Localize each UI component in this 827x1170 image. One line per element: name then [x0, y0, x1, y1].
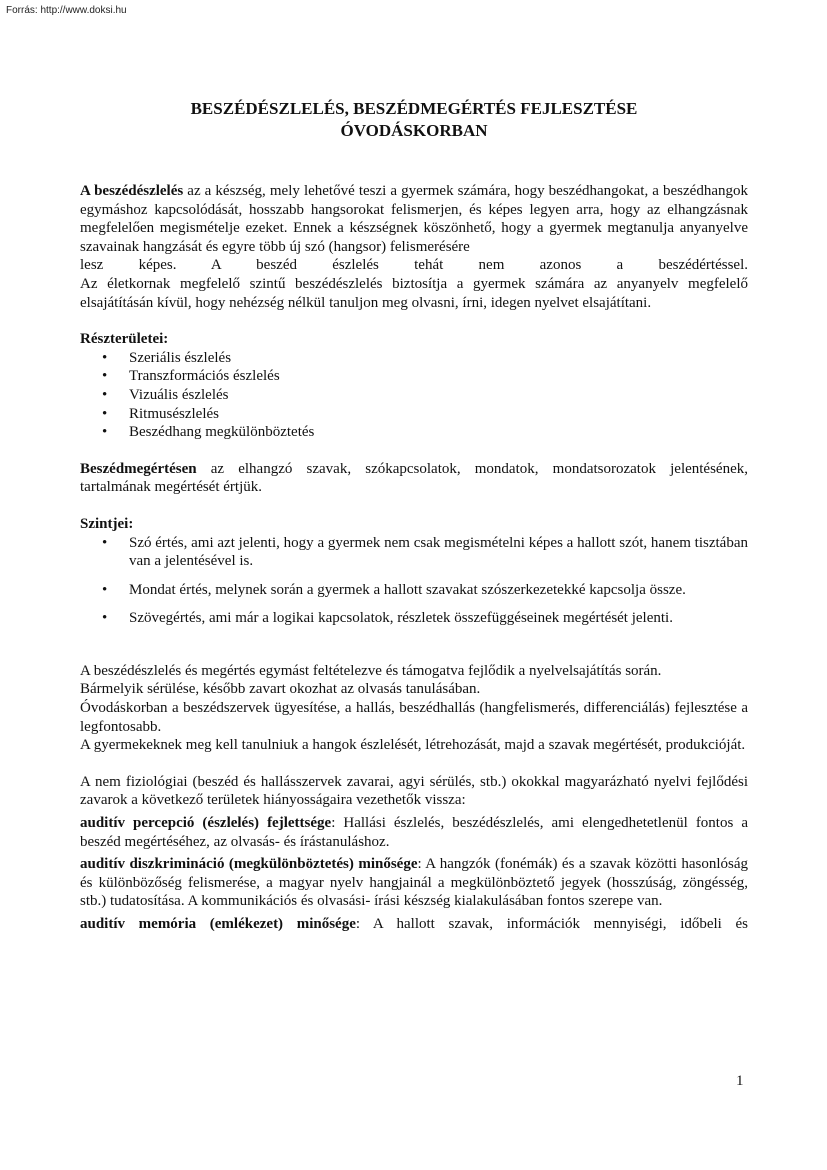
- page-number: 1: [736, 1073, 744, 1089]
- document-page: [80, 98, 748, 938]
- list-item: • Mondat értés, melynek során a gyermek a hallott szavakat szószerkezetekké kapcsolja össze.: [80, 581, 748, 600]
- term-perception-label: auditív percepció (észlelés) fejlettsége: [80, 815, 332, 832]
- list-item: • Ritmusészlelés: [80, 405, 748, 424]
- term-discrimination-label: auditív diszkrimináció (megkülönböztetés) minősége: [80, 856, 418, 873]
- list-item: • Szövegértés, ami már a logikai kapcsolatok, részletek összefüggéseinek megértését jelenti.: [80, 609, 748, 628]
- levels-list: [80, 534, 748, 628]
- intro-text-main: az a készség, mely lehetővé teszi a gyermek számára, hogy beszédhangokat, a beszédhangok egymáshoz kapcsolódását, hosszabb hangsorokat felismerjen, és képes legyen arra, hogy az elhangzásnak megfelelően megismételje ezeket. Ennek a készségnek köszönhető, hogy a gyermek megtanulja anyanyelve szavainak hangzását és egyre több új szó (hangsor) felismerésére: [80, 183, 748, 255]
- intro-paragraph: [80, 182, 748, 256]
- comprehension-term: Beszédmegértésen: [80, 460, 197, 477]
- intro-rest: Az életkornak megfelelő szintű beszédészlelés biztosítja a gyermek számára az anyanyelv megfelelő elsajátításán kívül, hogy nehézség nélkül tanuljon meg olvasni, írni, idegen nyelvet elsajátítani.: [80, 275, 748, 311]
- title-line-2: ÓVODÁSKORBAN: [340, 121, 488, 140]
- list-item: • Transzformációs észlelés: [80, 367, 748, 386]
- paragraph-development: A beszédészlelés és megértés egymást feltételezve és támogatva fejlődik a nyelvelsajátítás során.: [80, 662, 662, 679]
- levels-heading: Szintjei:: [80, 515, 134, 532]
- list-item: • Vizuális észlelés: [80, 386, 748, 405]
- term-perception-text: : Hallási észlelés, beszédészlelés, ami elengedhetetlenül fontos a beszéd megértéséhez, az olvasás- és írástanuláshoz.: [80, 815, 748, 850]
- subareas-heading: Részterületei:: [80, 331, 169, 348]
- intro-forced-line: lesz képes. A beszéd észlelés tehát nem azonos a beszédértéssel.: [80, 257, 748, 274]
- list-item: • Szó értés, ami azt jelenti, hogy a gyermek nem csak megismételni képes a hallott szót, hanem tisztában van a jelentésével is.: [80, 534, 748, 571]
- source-note: Forrás: http://www.doksi.hu: [6, 5, 127, 16]
- nonphysiological-paragraph: A nem fiziológiai (beszéd és hallásszervek zavarai, agyi sérülés, stb.) okokkal magyarázható nyelvi fejlődési zavarok a következő területek hiányosságaira vezethetők vissza:: [80, 773, 748, 809]
- comprehension-paragraph: [80, 460, 748, 497]
- paragraph-children: A gyermekeknek meg kell tanulniuk a hangok észlelését, létrehozását, majd a szavak megértését, produkcióját.: [80, 737, 746, 754]
- title-line-1: BESZÉDÉSZLELÉS, BESZÉDMEGÉRTÉS FEJLESZTÉSE: [190, 99, 638, 118]
- term-perception: [80, 814, 748, 851]
- term-memory-label: auditív memória (emlékezet) minősége: [80, 916, 356, 932]
- intro-term: A beszédészlelés: [80, 183, 184, 199]
- list-item: • Beszédhang megkülönböztetés: [80, 423, 748, 442]
- document-title: [80, 98, 748, 142]
- paragraph-damage: Bármelyik sérülése, később zavart okozhat az olvasás tanulásában.: [80, 681, 481, 698]
- term-memory: [80, 915, 748, 934]
- list-item: • Szeriális észlelés: [80, 349, 748, 368]
- term-discrimination: [80, 855, 748, 911]
- subareas-list: [80, 349, 748, 442]
- term-memory-text: : A hallott szavak, információk mennyiségi, időbeli és: [355, 916, 748, 932]
- comprehension-text: az elhangzó szavak, szókapcsolatok, mondatok, mondatsorozatok jelentésének, tartalmának megértését értjük.: [80, 460, 748, 496]
- paragraph-kindergarten: Óvodáskorban a beszédszervek ügyesítése, a hallás, beszédhallás (hangfelismerés, differenciálás) fejlesztése a legfontosabb.: [80, 700, 748, 735]
- term-discrimination-text: : A hangzók (fonémák) és a szavak közötti hasonlóság és különbözőség felismerése, a magyar nyelv hangjainál a megkülönböztető jegyek (hosszúság, zöngésség, stb.) tudatosítása. A kommunikációs és olvasási- írási készség kialakulásában fontos szerepe van.: [80, 856, 748, 910]
